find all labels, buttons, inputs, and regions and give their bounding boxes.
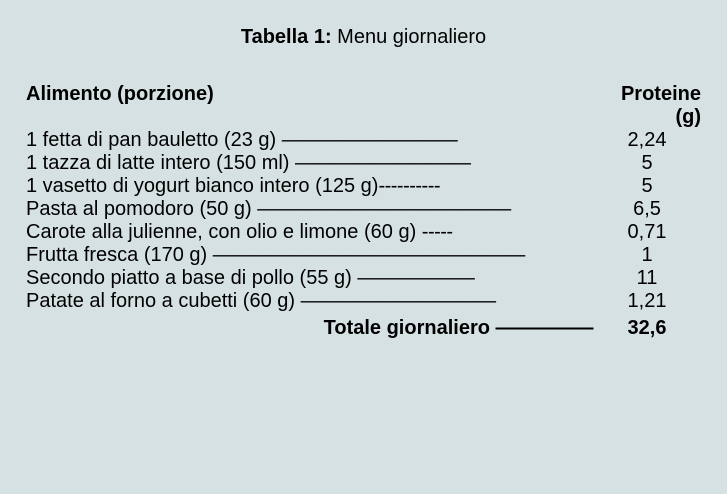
table-row bbox=[26, 198, 701, 221]
total-label: Totale giornaliero bbox=[323, 317, 496, 339]
food-label: Patate al forno a cubetti (60 g) bbox=[26, 290, 301, 312]
table-row bbox=[26, 221, 701, 244]
food-label: Frutta fresca (170 g) bbox=[26, 244, 213, 266]
column-header-food: Alimento (porzione) bbox=[26, 83, 214, 105]
table-row bbox=[26, 267, 701, 290]
food-label: 1 tazza di latte intero (150 ml) bbox=[26, 152, 296, 174]
table-row bbox=[26, 175, 701, 198]
food-label: Pasta al pomodoro (50 g) bbox=[26, 198, 258, 220]
protein-value: 0,71 bbox=[627, 221, 667, 243]
protein-value: 5 bbox=[641, 175, 653, 197]
leader-dashes: ————————— bbox=[295, 152, 471, 174]
leader-dashes: ————————— bbox=[281, 129, 458, 151]
total-label-cell bbox=[26, 313, 593, 340]
leader-dashes: —————————— bbox=[300, 290, 496, 312]
total-value: 32,6 bbox=[627, 317, 667, 339]
table-row bbox=[26, 244, 701, 267]
food-label: Carote alla julienne, con olio e limone (60 g) bbox=[26, 221, 422, 243]
food-label: 1 fetta di pan bauletto (23 g) bbox=[26, 129, 282, 151]
food-cell bbox=[26, 129, 593, 152]
leader-dashes: ————————————— bbox=[257, 198, 511, 220]
protein-value: 5 bbox=[641, 152, 653, 174]
protein-value: 1,21 bbox=[627, 290, 667, 312]
table-row bbox=[26, 129, 701, 152]
leader-dashes: ————— bbox=[495, 317, 593, 339]
food-cell bbox=[26, 290, 593, 313]
food-cell bbox=[26, 175, 593, 198]
food-cell bbox=[26, 198, 593, 221]
food-cell bbox=[26, 152, 593, 175]
table-row bbox=[26, 152, 701, 175]
column-header-protein: Proteine (g) bbox=[620, 83, 701, 128]
food-cell bbox=[26, 221, 593, 244]
food-label: Secondo piatto a base di pollo (55 g) bbox=[26, 267, 358, 289]
protein-value: 1 bbox=[641, 244, 653, 266]
table-header-row bbox=[26, 83, 701, 129]
leader-dashes: ———————————————— bbox=[212, 244, 525, 266]
leader-dashes: ---------- bbox=[378, 175, 441, 197]
protein-value: 6,5 bbox=[633, 198, 661, 220]
leader-dashes: ----- bbox=[421, 221, 453, 243]
caption-label: Tabella 1: bbox=[240, 26, 332, 48]
protein-value: 11 bbox=[636, 267, 658, 289]
leader-dashes: —————— bbox=[357, 267, 475, 289]
caption-text: Menu giornaliero bbox=[331, 26, 487, 48]
table-total-row bbox=[26, 313, 701, 340]
menu-table bbox=[26, 83, 701, 340]
table-caption bbox=[26, 26, 701, 49]
protein-value: 2,24 bbox=[627, 129, 667, 151]
table-row bbox=[26, 290, 701, 313]
food-label: 1 vasetto di yogurt bianco intero (125 g) bbox=[26, 175, 379, 197]
food-cell bbox=[26, 267, 593, 290]
food-cell bbox=[26, 244, 593, 267]
